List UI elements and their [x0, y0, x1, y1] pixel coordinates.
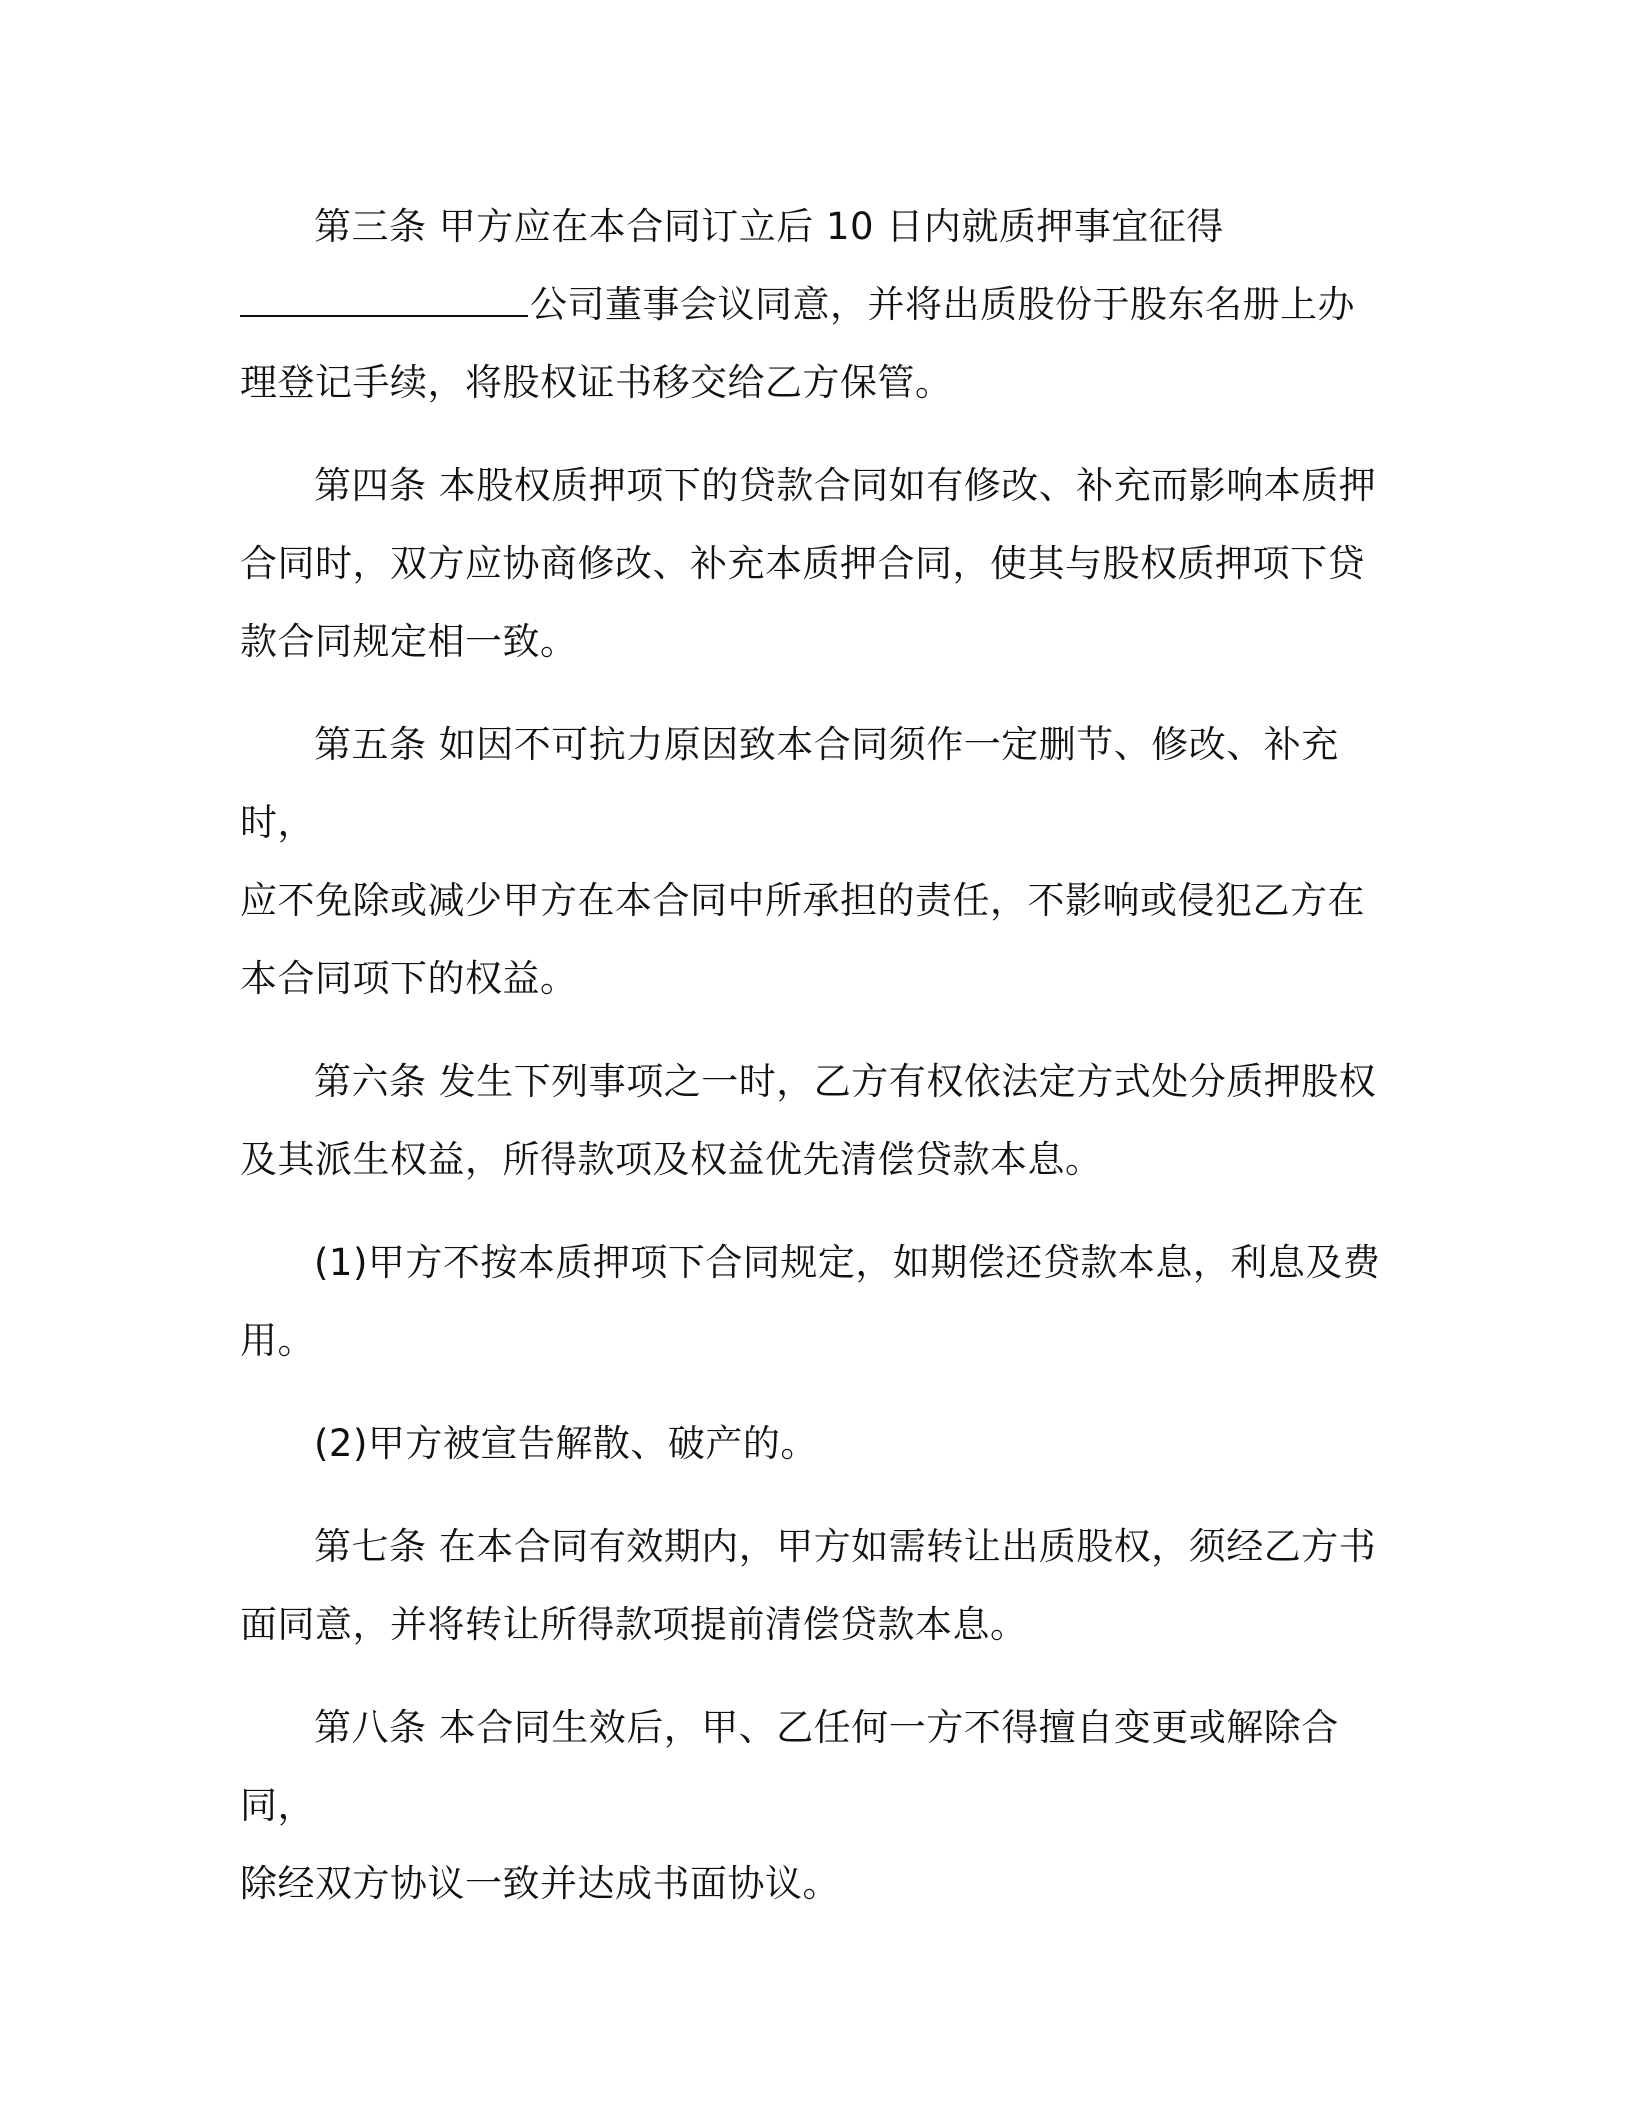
document-body [240, 188, 1390, 1948]
clause-6-item-2-line-1: (2)甲方被宣告解散、破产的。 [314, 1422, 818, 1465]
clause-5 [240, 706, 1390, 1018]
clause-8-line-1: 第八条 本合同生效后，甲、乙任何一方不得擅自变更或解除合同， [240, 1706, 1339, 1827]
clause-6 [240, 1043, 1390, 1199]
clause-4 [240, 447, 1390, 681]
clause-3-line-3: 理登记手续，将股权证书移交给乙方保管。 [240, 361, 953, 404]
clause-6-item-1-line-1: (1)甲方不按本质押项下合同规定，如期偿还贷款本息，利息及费 [314, 1241, 1381, 1284]
clause-3-line-2 [240, 266, 1390, 344]
clause-7 [240, 1508, 1390, 1664]
clause-3 [240, 188, 1390, 422]
clause-6-item-2 [240, 1405, 1390, 1483]
clause-7-line-2: 面同意，并将转让所得款项提前清偿贷款本息。 [240, 1603, 1028, 1646]
clause-3-line-1: 第三条 甲方应在本合同订立后 10 日内就质押事宜征得 [314, 205, 1224, 248]
clause-6-item-1 [240, 1224, 1390, 1380]
clause-4-line-1: 第四条 本股权质押项下的贷款合同如有修改、补充而影响本质押 [314, 464, 1377, 507]
clause-6-line-1: 第六条 发生下列事项之一时，乙方有权依法定方式处分质押股权 [314, 1060, 1377, 1103]
clause-8-line-2: 除经双方协议一致并达成书面协议。 [240, 1862, 840, 1905]
clause-7-line-1: 第七条 在本合同有效期内，甲方如需转让出质股权，须经乙方书 [314, 1525, 1377, 1568]
clause-8 [240, 1689, 1390, 1923]
clause-6-line-2: 及其派生权益，所得款项及权益优先清偿贷款本息。 [240, 1138, 1103, 1181]
clause-5-line-3: 本合同项下的权益。 [240, 957, 578, 1000]
clause-4-line-3: 款合同规定相一致。 [240, 620, 578, 663]
clause-6-item-1-line-2: 用。 [240, 1319, 315, 1362]
clause-5-line-2: 应不免除或减少甲方在本合同中所承担的责任，不影响或侵犯乙方在 [240, 879, 1365, 922]
clause-3-line-2-text: 公司董事会议同意，并将出质股份于股东名册上办 [530, 283, 1355, 326]
clause-4-line-2: 合同时，双方应协商修改、补充本质押合同，使其与股权质押项下贷 [240, 542, 1365, 585]
clause-5-line-1: 第五条 如因不可抗力原因致本合同须作一定删节、修改、补充时， [240, 723, 1339, 844]
fill-in-blank [240, 314, 528, 317]
